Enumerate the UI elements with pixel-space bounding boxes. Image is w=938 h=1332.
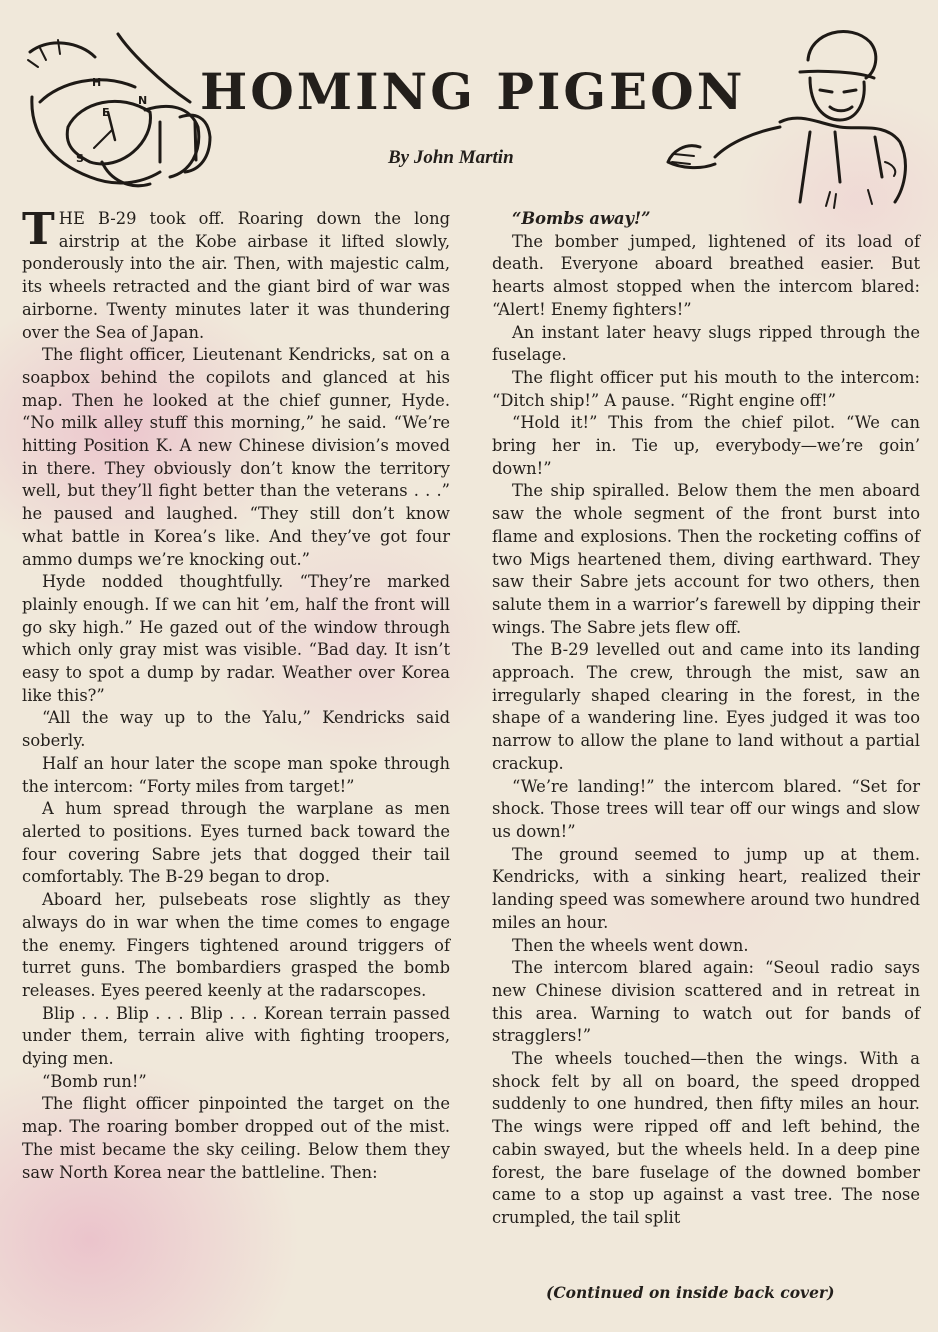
compass-letter-e: E	[102, 106, 110, 119]
paragraph: Half an hour later the scope man spoke through the intercom: “Forty miles from target!”	[22, 753, 450, 796]
paragraph: “We’re landing!” the intercom blared. “Set for shock. Those trees will tear off our wings and slow us down!”	[492, 776, 920, 841]
paragraph: Aboard her, pulsebeats rose slightly as they always do in war when the time comes to engage the enemy. Fingers tightened around triggers of turret guns. The bombardiers grasped the bomb releases. Eyes peered keenly at the radarscopes.	[22, 890, 450, 1000]
paragraph: The bomber jumped, lightened of its load of death. Everyone aboard breathed easier. But hearts almost stopped when the intercom blared: “Alert! Enemy fighters!”	[492, 231, 920, 319]
paragraph: The B-29 levelled out and came into its landing approach. The crew, through the mist, saw an irregularly shaped clearing in the forest, in the shape of a wandering line. Eyes judged it was too narrow to allow the plane to land without a partial crackup.	[492, 640, 920, 773]
paragraph: “Bomb run!”	[42, 1071, 147, 1091]
story-title: HOMING PIGEON	[200, 62, 746, 121]
paragraph: Hyde nodded thoughtfully. “They’re marked plainly enough. If we can hit ’em, half the front will go sky high.” He gazed out of the window through which only gray mist was visible. “Bad day. It isn’t easy to spot a dump by radar. Weather over Korea like this?”	[22, 572, 450, 705]
drop-cap: T	[22, 204, 55, 255]
right-column	[492, 208, 920, 1230]
paragraph: Then the wheels went down.	[512, 935, 749, 955]
paragraph: The flight officer, Lieutenant Kendricks, sat on a soapbox behind the copilots and glanced at his map. Then he looked at the chief gunner, Hyde. “No milk alley stuff this morning,” he said. “We’re hitting Position K. A new Chinese division’s moved in there. They obviously don’t know the territory well, but they’ll fight better than the veterans . . .” he paused and laughed. “They still don’t know what battle in Korea’s like. And they’ve got four ammo dumps we’re knocking out.”	[22, 345, 450, 569]
paragraph: The flight officer put his mouth to the intercom: “Ditch ship!” A pause. “Right engine off!”	[492, 367, 920, 410]
paragraph-bombs-away: “Bombs away!”	[512, 209, 651, 228]
paragraph: THE B-29 took off. Roaring down the long airstrip at the Kobe airbase it lifted slowly, ponderously into the air. Then, with majestic calm, its wheels retracted and the giant bird of war was airborne. Twenty minutes later it was thundering over the Sea of Japan.	[22, 204, 450, 342]
paragraph: The ship spiralled. Below them the men aboard saw the whole segment of the front burst into flame and explosions. Then the rocketing coffins of two Migs heartened them, diving earthward. They saw their Sabre jets account for two others, then salute them in a warrior’s farewell by dipping their wings. The Sabre jets flew off.	[492, 481, 920, 637]
compass-letter-h: H	[92, 76, 102, 89]
continued-note: (Continued on inside back cover)	[546, 1283, 835, 1302]
compass-letter-n: N	[138, 94, 148, 107]
paragraph: An instant later heavy slugs ripped through the fuselage.	[492, 322, 920, 365]
paragraph: “Hold it!” This from the chief pilot. “We can bring her in. Tie up, everybody—we’re goin’ down!”	[492, 413, 920, 478]
paragraph: The ground seemed to jump up at them. Kendricks, with a sinking heart, realized their landing speed was somewhere around two hundred miles an hour.	[492, 844, 920, 932]
paragraph: The intercom blared again: “Seoul radio says new Chinese division scattered and in retreat in this area. Warning to watch out for bands of stragglers!”	[492, 958, 920, 1046]
paragraph: The flight officer pinpointed the target on the map. The roaring bomber dropped out of the mist. The mist became the sky ceiling. Below them they saw North Korea near the battleline. Then:	[22, 1094, 450, 1182]
paragraph: The wheels touched—then the wings. With a shock felt by all on board, the speed dropped suddenly to one hundred, then fifty miles an hour. The wings were ripped off and left behind, the cabin swayed, but the wheels held. In a deep pine forest, the bare fuselage of the downed bomber came to a stop up against a vast tree. The nose crumpled, the tail split	[492, 1049, 920, 1227]
byline: By John Martin	[388, 147, 514, 168]
paragraph: A hum spread through the warplane as men alerted to positions. Eyes turned back toward the four covering Sabre jets that dogged their tail comfortably. The B-29 began to drop.	[22, 799, 450, 887]
compass-letter-s: S	[76, 152, 84, 165]
left-column	[22, 204, 450, 1184]
paragraph: “All the way up to the Yalu,” Kendricks said soberly.	[22, 708, 450, 751]
paragraph: Blip . . . Blip . . . Blip . . . Korean terrain passed under them, terrain alive with fighting troopers, dying men.	[22, 1003, 450, 1069]
